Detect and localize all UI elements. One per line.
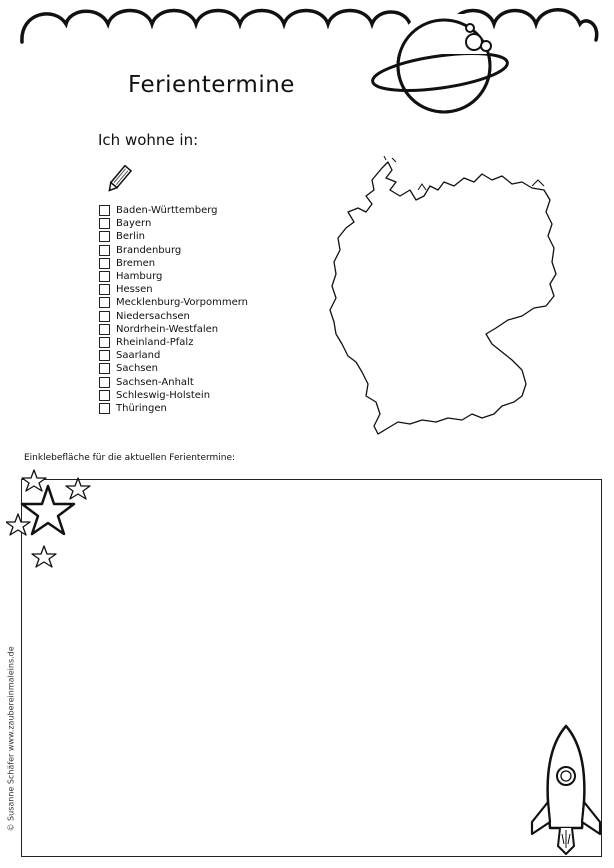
state-option[interactable]	[99, 310, 248, 323]
state-label: Nordrhein-Westfalen	[116, 323, 219, 335]
checkbox[interactable]	[99, 324, 110, 335]
state-option[interactable]	[99, 375, 248, 388]
state-label: Berlin	[116, 231, 146, 243]
state-label: Niedersachsen	[116, 310, 190, 322]
pencil-icon	[104, 163, 134, 195]
state-label: Mecklenburg-Vorpommern	[116, 297, 248, 309]
state-option[interactable]	[99, 296, 248, 309]
residence-prompt: Ich wohne in:	[98, 131, 199, 149]
state-label: Bayern	[116, 218, 152, 230]
paste-area	[21, 479, 602, 857]
state-label: Rheinland-Pfalz	[116, 336, 194, 348]
state-option[interactable]	[99, 270, 248, 283]
copyright-notice: © Susanne Schäfer www.zaubereinmaleins.de	[6, 646, 16, 832]
state-option[interactable]	[99, 349, 248, 362]
state-label: Baden-Württemberg	[116, 205, 218, 217]
checkbox[interactable]	[99, 218, 110, 229]
state-option[interactable]	[99, 217, 248, 230]
checkbox[interactable]	[99, 245, 110, 256]
checkbox[interactable]	[99, 271, 110, 282]
state-option[interactable]	[99, 257, 248, 270]
state-label: Schleswig-Holstein	[116, 389, 211, 401]
checkbox[interactable]	[99, 297, 110, 308]
checkbox[interactable]	[99, 377, 110, 388]
checkbox[interactable]	[99, 350, 110, 361]
state-option[interactable]	[99, 389, 248, 402]
state-checkbox-list	[99, 204, 248, 415]
page-title: Ferientermine	[128, 72, 295, 98]
state-label: Sachsen	[116, 363, 159, 375]
state-option[interactable]	[99, 323, 248, 336]
checkbox[interactable]	[99, 205, 110, 216]
checkbox[interactable]	[99, 403, 110, 414]
checkbox[interactable]	[99, 311, 110, 322]
star-icon	[6, 466, 96, 576]
paste-area-label: Einklebefläche für die aktuellen Ferientermine:	[24, 453, 236, 463]
checkbox[interactable]	[99, 363, 110, 374]
state-label: Sachsen-Anhalt	[116, 376, 194, 388]
checkbox[interactable]	[99, 337, 110, 348]
germany-map	[326, 156, 566, 438]
state-label: Brandenburg	[116, 244, 182, 256]
checkbox[interactable]	[99, 284, 110, 295]
checkbox[interactable]	[99, 231, 110, 242]
cloud-border	[0, 0, 614, 60]
state-option[interactable]	[99, 402, 248, 415]
state-option[interactable]	[99, 283, 248, 296]
state-label: Hamburg	[116, 271, 163, 283]
planet-icon	[368, 14, 518, 124]
state-label: Thüringen	[116, 402, 167, 414]
state-option[interactable]	[99, 204, 248, 217]
checkbox[interactable]	[99, 390, 110, 401]
state-option[interactable]	[99, 336, 248, 349]
state-label: Bremen	[116, 257, 156, 269]
state-label: Saarland	[116, 350, 161, 362]
state-option[interactable]	[99, 230, 248, 243]
state-option[interactable]	[99, 244, 248, 257]
state-label: Hessen	[116, 284, 153, 296]
rocket-icon	[520, 722, 604, 862]
checkbox[interactable]	[99, 258, 110, 269]
state-option[interactable]	[99, 362, 248, 375]
